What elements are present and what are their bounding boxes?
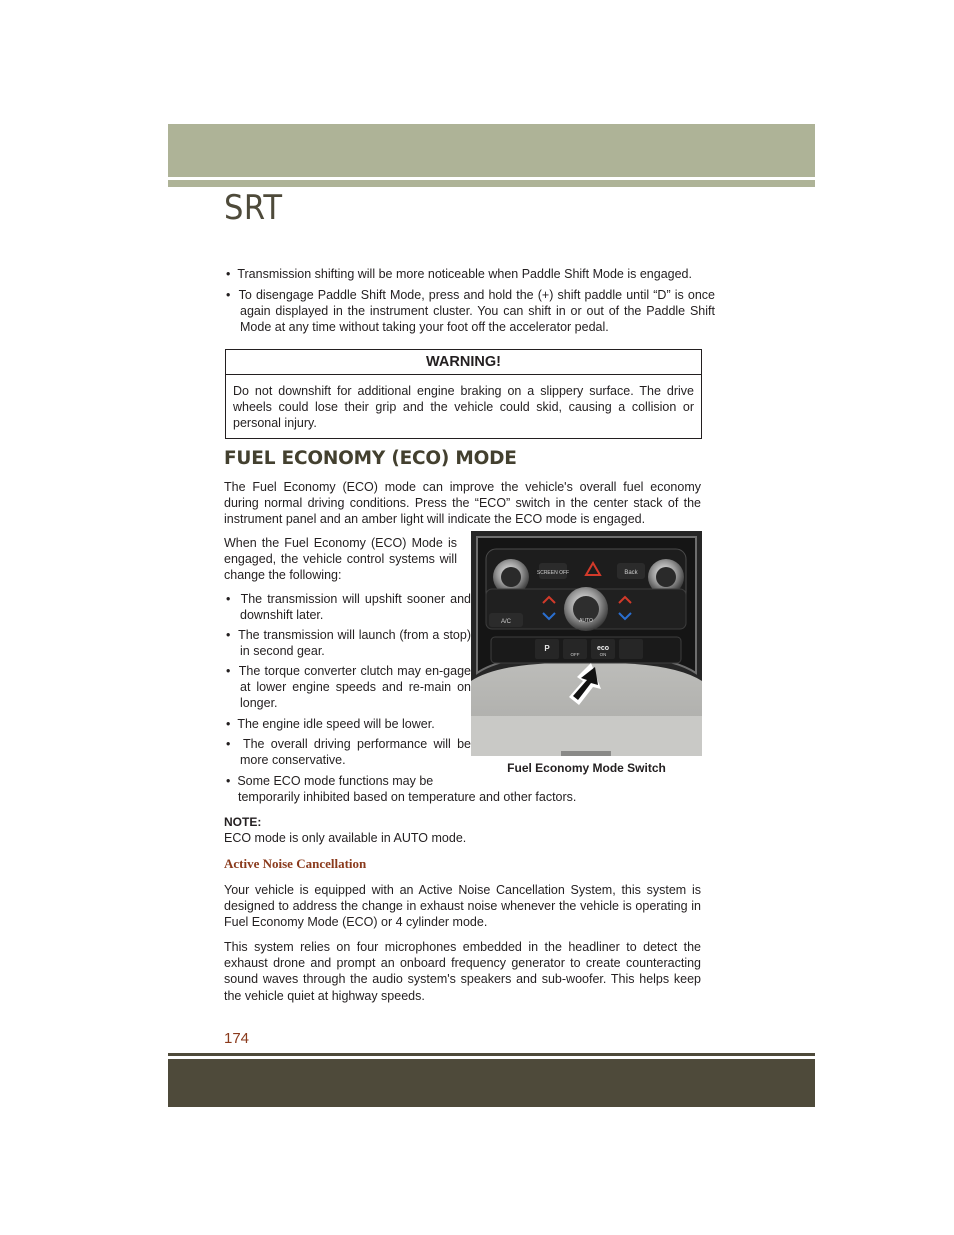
list-item: • The overall driving performance will be more conservative. [226,736,471,768]
list-item-line: • Some ECO mode functions may be [226,774,434,788]
panel-label: SCREEN OFF [536,570,570,576]
list-item: • The engine idle speed will be lower. [226,716,471,732]
note-label: NOTE: [224,815,262,829]
panel-label: A/C [500,619,512,625]
warning-text: Do not downshift for additional engine braking on a slippery surface. The drive wheels could lose their grip and the vehicle could skid, causing a collision or personal injury. [233,384,694,431]
panel-label: ON [599,652,607,657]
image-caption: Fuel Economy Mode Switch [507,761,666,775]
panel-label: eco [596,645,610,652]
footer-band [168,1059,815,1107]
anc-heading: Active Noise Cancellation [224,856,367,871]
warning-box [225,349,702,439]
eco-lead-paragraph: When the Fuel Economy (ECO) Mode is engaged, the vehicle control systems will change the following: [224,536,457,583]
warning-heading: WARNING! [226,350,701,375]
list-item: • The transmission will launch (from a stop) in second gear. [226,627,471,659]
list-item: • Transmission shifting will be more noticeable when Paddle Shift Mode is engaged. [226,266,715,282]
note-text: ECO mode is only available in AUTO mode. [224,831,467,845]
list-item [226,773,701,805]
panel-label: P [544,644,550,653]
eco-heading: FUEL ECONOMY (ECO) MODE [224,448,517,469]
anc-paragraph-2: This system relies on four microphones embedded in the headliner to detect the exhaust drone and prompt an onboard frequency generator to create counteracting sound waves through the audio system's speakers and sub-woofer. This helps keep the vehicle quiet at highway speeds. [224,940,701,1003]
header-band [168,124,815,177]
list-item: • The torque converter clutch may en-gage at lower engine speeds and re-main on longer. [226,663,471,712]
panel-label: AUTO [579,618,593,624]
list-item: • The transmission will upshift sooner and downshift later. [226,591,471,623]
list-item: • To disengage Paddle Shift Mode, press and hold the (+) shift paddle until “D” is once again displayed in the instrument cluster. You can shift in or out of the Paddle Shift Mode at any time without taking your foot off the accelerator pedal. [226,287,715,336]
eco-intro-paragraph: The Fuel Economy (ECO) mode can improve the vehicle's overall fuel economy during normal driving conditions. Press the “ECO” switch in the center stack of the instrument panel and an amber light will indicate the ECO mode is engaged. [224,480,701,527]
eco-switch-photo [471,531,702,756]
list-item-line: temporarily inhibited based on temperature and other factors. [238,790,577,805]
section-title: SRT [224,188,283,228]
panel-label: Back [624,570,638,576]
panel-label: OFF [570,652,580,657]
anc-paragraph-1: Your vehicle is equipped with an Active Noise Cancellation System, this system is designed to address the change in exhaust noise whenever the vehicle is operating in Fuel Economy Mode (ECO) or 4 cylinder mode. [224,883,701,930]
page-number: 174 [224,1030,250,1047]
header-stripe [168,180,815,187]
